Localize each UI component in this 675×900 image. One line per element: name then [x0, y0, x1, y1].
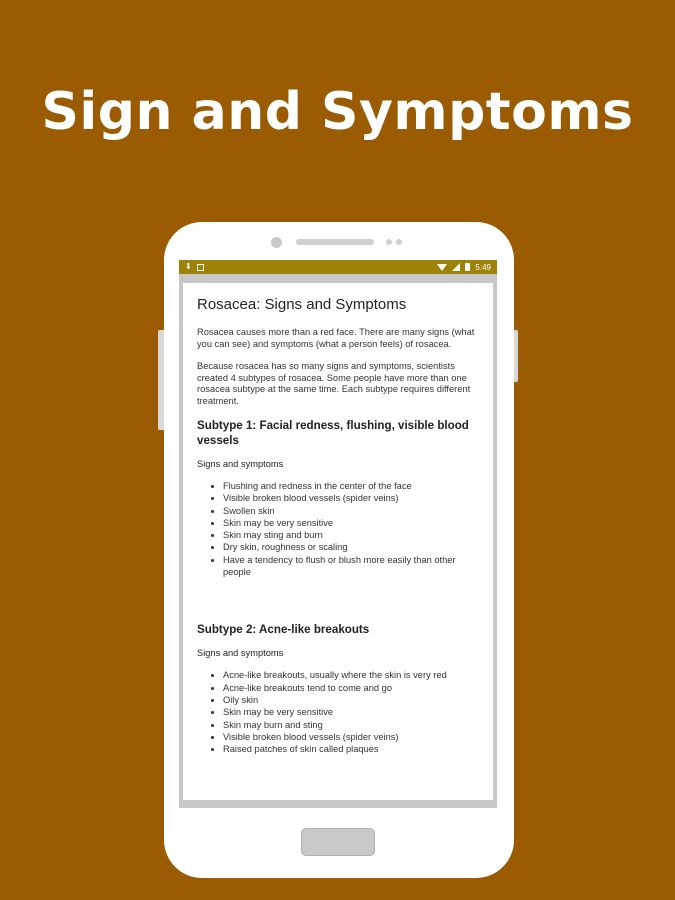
- notification-icon: [197, 264, 204, 271]
- wifi-icon: [437, 264, 447, 271]
- download-icon: ⬇: [185, 262, 192, 271]
- status-bar: [179, 260, 497, 274]
- list-item: • Dry skin, roughness or scaling: [223, 541, 479, 553]
- list-item: • Raised patches of skin called plaques: [223, 743, 479, 755]
- subtype2-subheading: Signs and symptoms: [197, 648, 284, 659]
- list-item: • Oily skin: [223, 694, 479, 706]
- subtype2-heading: Subtype 2: Acne-like breakouts: [197, 623, 370, 637]
- phone-frame: [164, 222, 514, 878]
- list-item: • Acne-like breakouts, usually where the skin is very red: [223, 669, 479, 681]
- list-item: • Skin may sting and burn: [223, 529, 479, 541]
- signal-icon: [452, 263, 460, 271]
- sensor-dot: [396, 239, 402, 245]
- subtype1-heading: Subtype 1: Facial redness, flushing, visible blood vessels: [197, 419, 469, 447]
- phone-screen: [179, 260, 497, 808]
- subtype2-list: [197, 669, 479, 755]
- subtype1-subheading: Signs and symptoms: [197, 459, 284, 469]
- list-item: • Skin may be very sensitive: [223, 706, 479, 718]
- earpiece-speaker: [296, 239, 374, 245]
- list-item: • Flushing and redness in the center of the face: [223, 480, 479, 492]
- intro-paragraph: Rosacea causes more than a red face. There are many signs (what you can see) and symptoms (what a person feels) of rosacea.: [197, 327, 475, 349]
- list-item: • Visible broken blood vessels (spider veins): [223, 731, 479, 743]
- headline: Sign and Symptoms: [41, 82, 634, 142]
- battery-icon: [465, 263, 470, 271]
- list-item: • Swollen skin: [223, 505, 479, 517]
- home-button[interactable]: [301, 828, 375, 856]
- front-camera: [271, 237, 282, 248]
- list-item: • Acne-like breakouts tend to come and go: [223, 682, 479, 694]
- article-page[interactable]: [183, 283, 493, 800]
- list-item: • Skin may burn and sting: [223, 719, 479, 731]
- subtype1-list: [197, 480, 479, 578]
- subtypes-paragraph: Because rosacea has so many signs and symptoms, scientists created 4 subtypes of rosacea. Some people have more than one rosacea subtype at the same time. Each subtype requires different treatment.: [197, 361, 471, 406]
- list-item: • Visible broken blood vessels (spider veins): [223, 492, 479, 504]
- list-item: • Have a tendency to flush or blush more easily than other people: [223, 554, 479, 579]
- list-item: • Skin may be very sensitive: [223, 517, 479, 529]
- article-title: Rosacea: Signs and Symptoms: [197, 296, 407, 313]
- sensor-dot: [386, 239, 392, 245]
- status-time: 5:49: [475, 262, 491, 272]
